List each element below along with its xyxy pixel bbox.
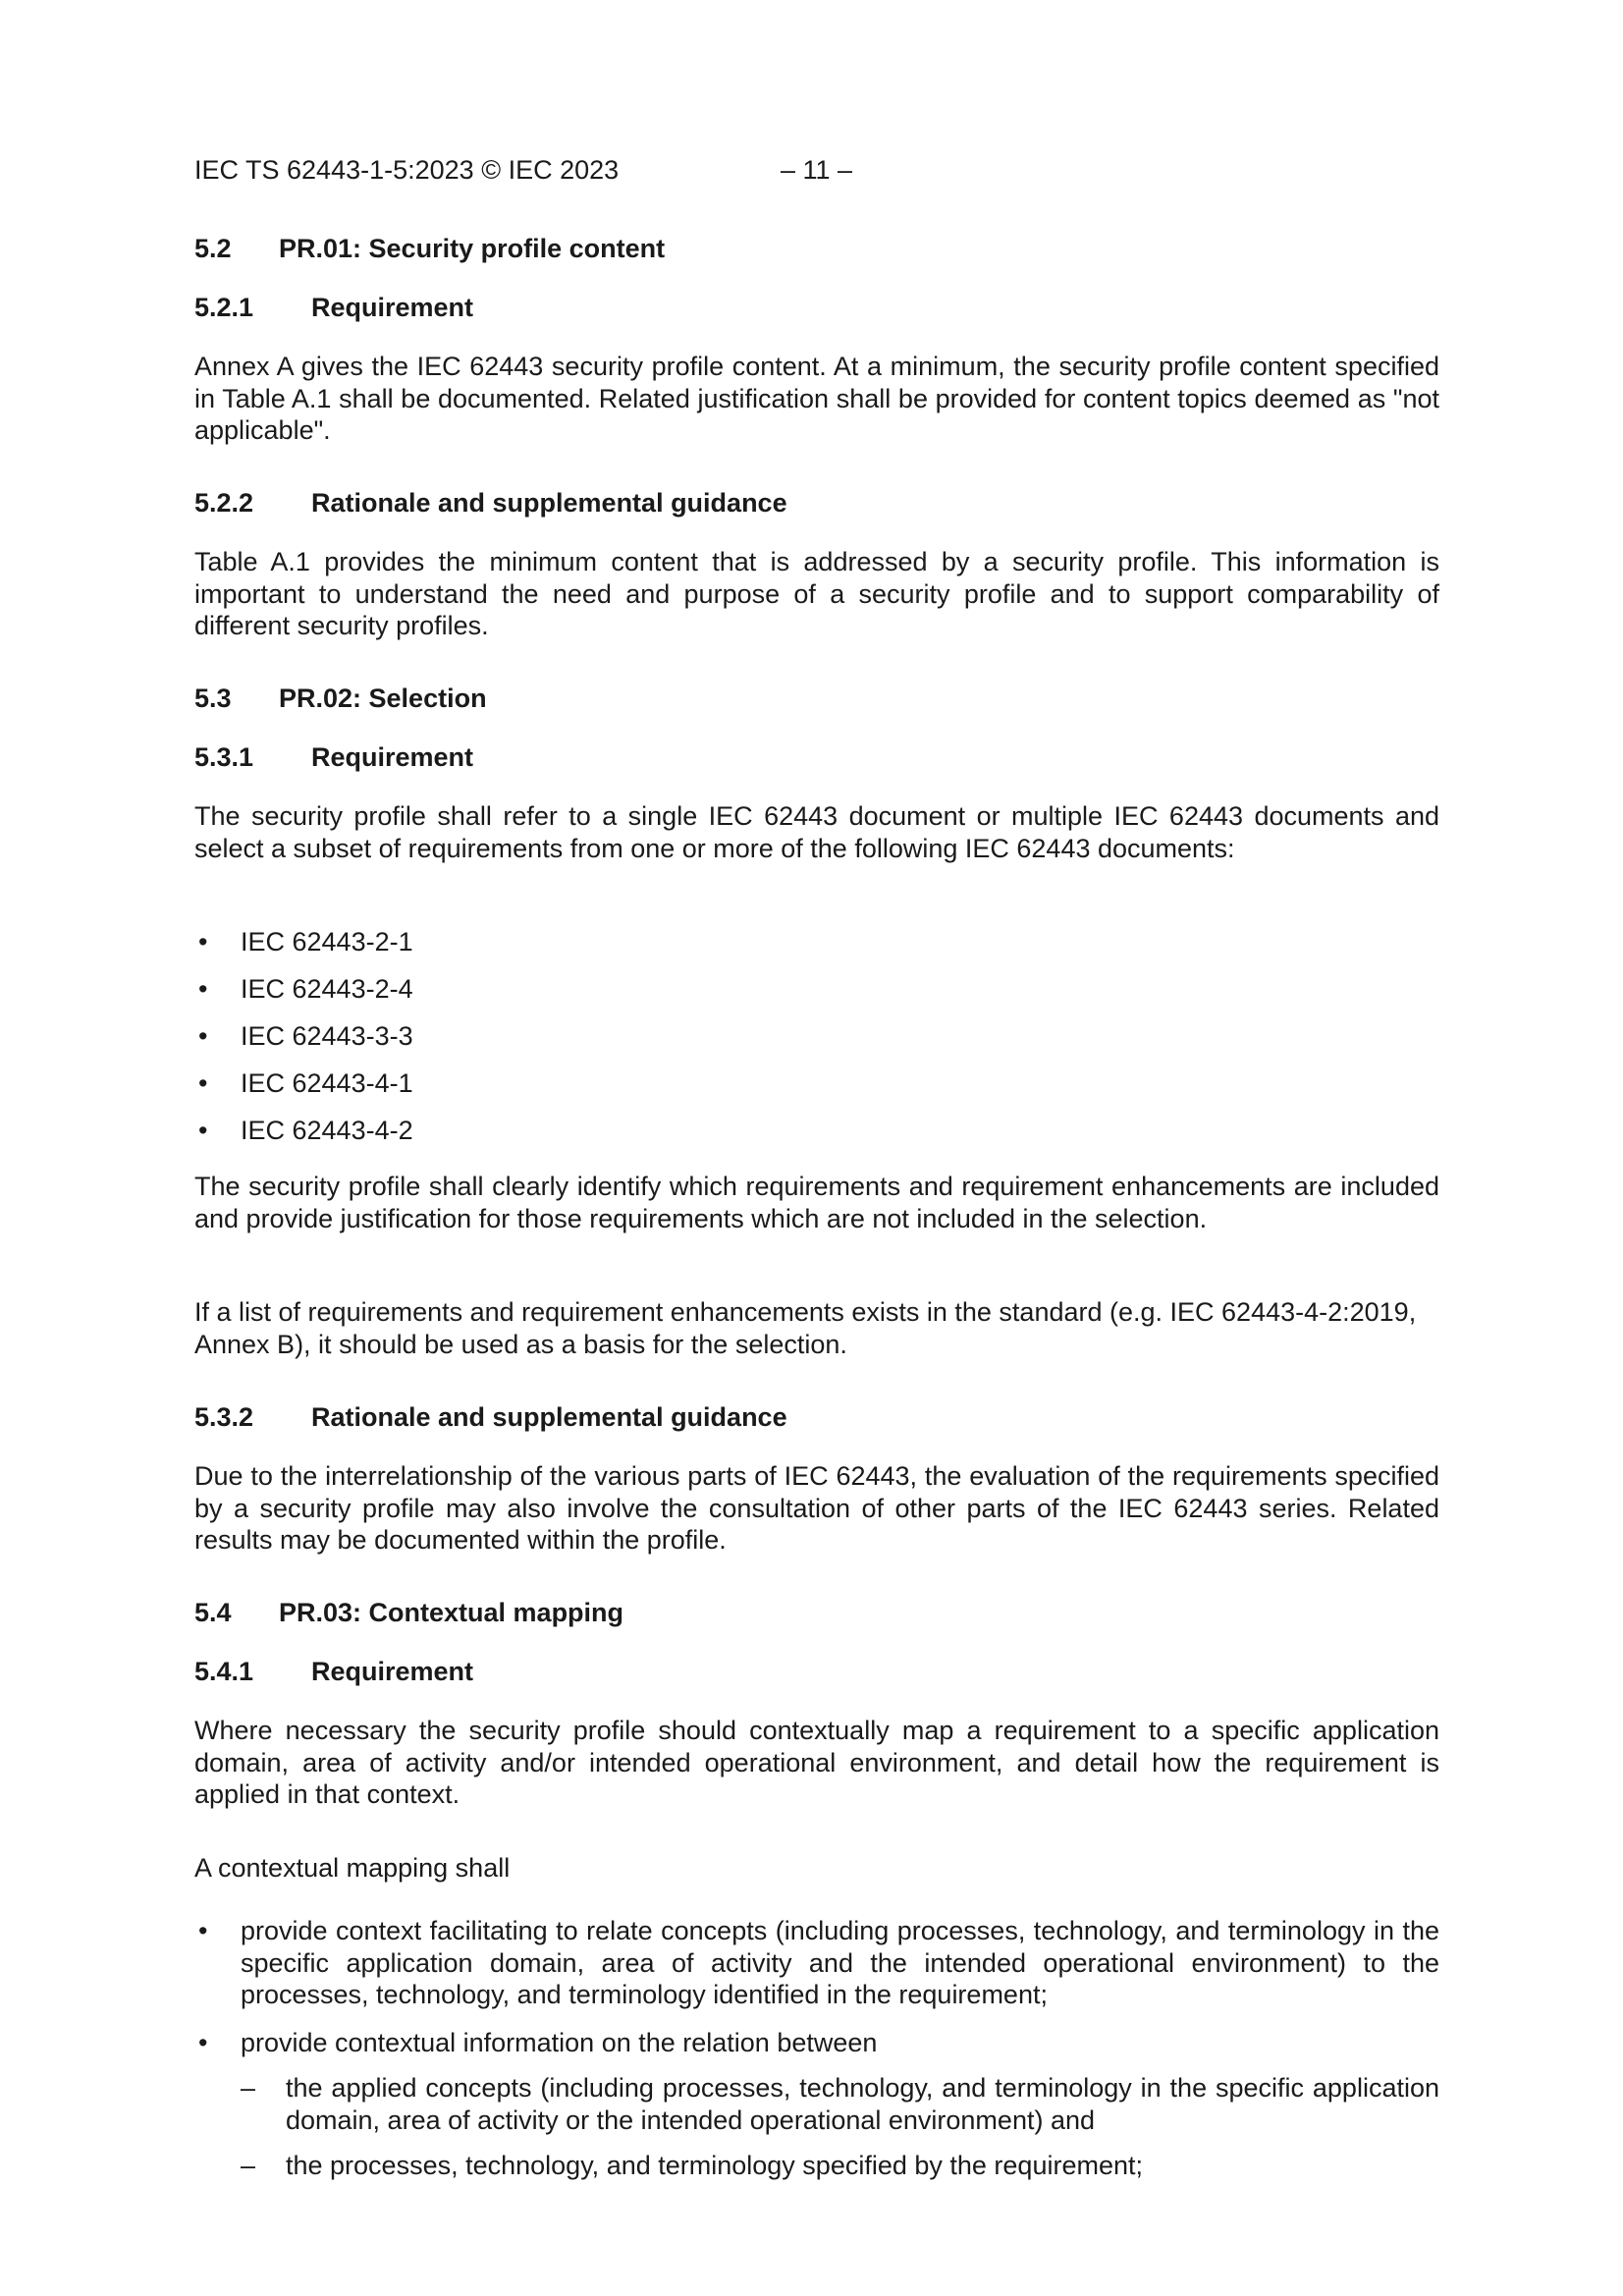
section-number: 5.4.1 — [194, 1657, 254, 1686]
list-item — [194, 1020, 1439, 1053]
bullet-marker: • — [198, 1116, 208, 1145]
bullet-marker: • — [198, 1068, 208, 1098]
sub-list-item-text: the processes, technology, and terminology specified by the requirement; — [286, 2151, 1143, 2180]
section-number: 5.3 — [194, 683, 232, 713]
section-number: 5.3.1 — [194, 742, 254, 772]
list-item — [194, 1915, 1439, 2011]
paragraph-5-2-2: Table A.1 provides the minimum content that is addressed by a security profile. This information is important to understand the need and purpose of a security profile and to support comparability of different security profiles. — [194, 547, 1439, 640]
bullet-marker: • — [198, 1916, 208, 1945]
section-title: Requirement — [311, 1657, 474, 1686]
paragraph-5-3-2: Due to the interrelationship of the various parts of IEC 62443, the evaluation of the requirements specified by a security profile may also involve the consultation of other parts of the IEC 62443 series. Related results may be documented within the profile. — [194, 1461, 1439, 1555]
section-title: PR.03: Contextual mapping — [279, 1598, 624, 1627]
paragraph-5-3-1-basis: If a list of requirements and requirement enhancements exists in the standard (e.g. IEC 62443-4-2:2019, Annex B), it should be used as a basis for the selection. — [194, 1297, 1417, 1359]
bullet-marker: • — [198, 927, 208, 957]
dash-marker: – — [241, 2073, 256, 2103]
list-item — [194, 973, 1439, 1006]
heading-5-3 — [194, 683, 487, 714]
list-item-text: IEC 62443-3-3 — [241, 1021, 413, 1051]
heading-5-4-1 — [194, 1657, 473, 1687]
list-item-text: IEC 62443-4-1 — [241, 1068, 413, 1098]
list-item-text: provide contextual information on the relation between — [241, 2028, 878, 2057]
section-title: Requirement — [311, 293, 474, 322]
list-item-text: IEC 62443-4-2 — [241, 1116, 413, 1145]
paragraph-5-2-1: Annex A gives the IEC 62443 security profile content. At a minimum, the security profile content specified in Table A.1 shall be documented. Related justification shall be provided for content topics deemed as "not applicable". — [194, 352, 1439, 445]
paragraph-5-4-1-intro: Where necessary the security profile should contextually map a requirement to a specific application domain, area of activity and/or intended operational environment, and detail how the requirement is applied in that context. — [194, 1716, 1439, 1809]
section-title: PR.02: Selection — [279, 683, 487, 713]
section-title: PR.01: Security profile content — [279, 234, 666, 263]
list-item — [194, 1067, 1439, 1100]
page-number: – 11 – — [781, 155, 853, 185]
section-title: Rationale and supplemental guidance — [311, 1402, 787, 1432]
document-reference: IEC TS 62443-1-5:2023 © IEC 2023 — [194, 155, 620, 185]
section-number: 5.2 — [194, 234, 232, 263]
list-item — [194, 1115, 1439, 1147]
list-item-text: IEC 62443-2-4 — [241, 974, 413, 1004]
section-number: 5.4 — [194, 1598, 232, 1627]
paragraph-5-4-1-mapping: A contextual mapping shall — [194, 1853, 511, 1883]
heading-5-2-2 — [194, 488, 787, 519]
section-number: 5.2.1 — [194, 293, 254, 322]
heading-5-4 — [194, 1598, 623, 1628]
running-header — [194, 155, 853, 186]
sub-list-item — [241, 2072, 1439, 2136]
heading-5-3-2 — [194, 1402, 787, 1433]
heading-5-3-1 — [194, 742, 473, 773]
section-title: Requirement — [311, 742, 474, 772]
bullet-marker: • — [198, 1021, 208, 1051]
dash-marker: – — [241, 2151, 256, 2180]
bullet-marker: • — [198, 974, 208, 1004]
paragraph-5-3-1-intro: The security profile shall refer to a single IEC 62443 document or multiple IEC 62443 documents and select a subset of requirements from one or more of the following IEC 62443 documents: — [194, 801, 1439, 863]
section-title: Rationale and supplemental guidance — [311, 488, 787, 518]
heading-5-2 — [194, 234, 665, 264]
sub-list-item — [241, 2150, 1439, 2182]
list-item — [194, 926, 1439, 958]
heading-5-2-1 — [194, 293, 473, 323]
section-number: 5.2.2 — [194, 488, 254, 518]
bullet-marker: • — [198, 2028, 208, 2057]
paragraph-5-3-1-selection: The security profile shall clearly identify which requirements and requirement enhancements are included and provide justification for those requirements which are not included in the selection. — [194, 1172, 1439, 1233]
sub-list-item-text: the applied concepts (including processes, technology, and terminology in the specific application domain, area of activity or the intended operational environment) and — [286, 2073, 1439, 2135]
list-item — [194, 2027, 1439, 2059]
list-item-text: provide context facilitating to relate concepts (including processes, technology, and terminology in the specific application domain, area of activity and the intended operational environment) to the processes, technology, and terminology identified in the requirement; — [241, 1916, 1439, 2009]
list-item-text: IEC 62443-2-1 — [241, 927, 413, 957]
section-number: 5.3.2 — [194, 1402, 254, 1432]
